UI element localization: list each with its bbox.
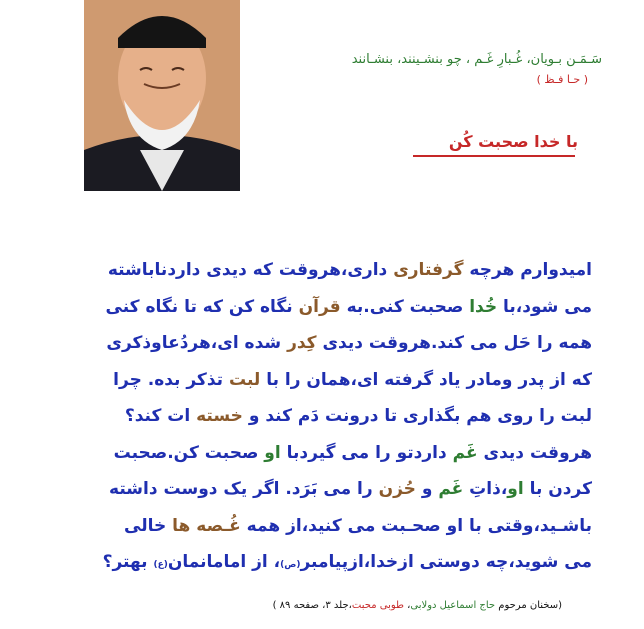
speaker-name: حاج اسماعیل دولابی: [410, 600, 496, 611]
paragraph-line: هروقت دیدی غَم داردتو را می گیردبا او صحبت کن.صحبت: [113, 442, 592, 463]
highlight-word: لبت: [228, 369, 261, 390]
paragraph-line: باشـید،وقتی با او صحـبت می کنید،از همه غُـصه ها خالی: [124, 515, 592, 536]
paragraph-line: کردن با او،ذاتِ غَم و حُزن را می بَرَد. اگر یک دوست داشته: [109, 479, 592, 499]
main-paragraph: [58, 252, 592, 584]
paragraph-line: امیدوارم هرچه گرفتاری داری،هروقت که دیدی دارد‌ناباشته: [107, 260, 592, 280]
highlight-word: غَم: [438, 479, 464, 499]
source-citation: (سخنان مرحوم حاج اسماعیل دولابی، طوبی محبت،جلد ۳، صفحه ۸۹ ): [272, 600, 562, 611]
highlight-word: خسته: [196, 406, 243, 426]
highlight-word: او: [507, 479, 524, 499]
highlight-word: گرفتاری: [393, 260, 464, 280]
highlight-word: او: [264, 442, 281, 463]
paragraph-line: که از پدر ومادر یاد گرفته ای،همان را با لبت تذکر بده. چرا: [113, 369, 592, 390]
portrait-photo: [84, 0, 240, 191]
highlight-word: خُدا: [469, 296, 498, 317]
highlight-word: حُزن: [378, 479, 416, 499]
highlight-word: غَم: [452, 442, 478, 463]
paragraph-line: لبت را روی هم بگذاری تا درونت دَم کند و خسته ات کند؟: [124, 406, 592, 426]
paragraph-line: همه را حَل می کند.هروقت دیدی کِدر شده ای،هردُعاوذکری: [106, 333, 592, 353]
paragraph-line: می شوید،چه دوستی ازخدا،ازپیامبر(ص)، از امامانمان(ع) بهتر؟: [102, 552, 592, 572]
book-title: طوبی محبت: [351, 600, 404, 611]
verse-attribution: ( حـا فـظ ): [536, 73, 588, 86]
paragraph-line: می شود،با خُدا صحبت کنی.به قرآن نگاه کن که تا نگاه کنی: [105, 296, 592, 317]
verse-text: سَـمَـن بـویان، غُـبارِ غَـم ، چو بنشـینند، بنشـانند: [351, 52, 602, 67]
highlight-word: غُـصه ها: [172, 515, 241, 536]
title-underline: [413, 155, 575, 157]
highlight-word: قرآن: [298, 296, 341, 317]
portrait-illustration: [84, 0, 240, 191]
page-title: با خدا صحبت کُن: [448, 132, 578, 151]
poem-verse: [262, 52, 602, 86]
highlight-word: کِدر: [287, 333, 317, 353]
